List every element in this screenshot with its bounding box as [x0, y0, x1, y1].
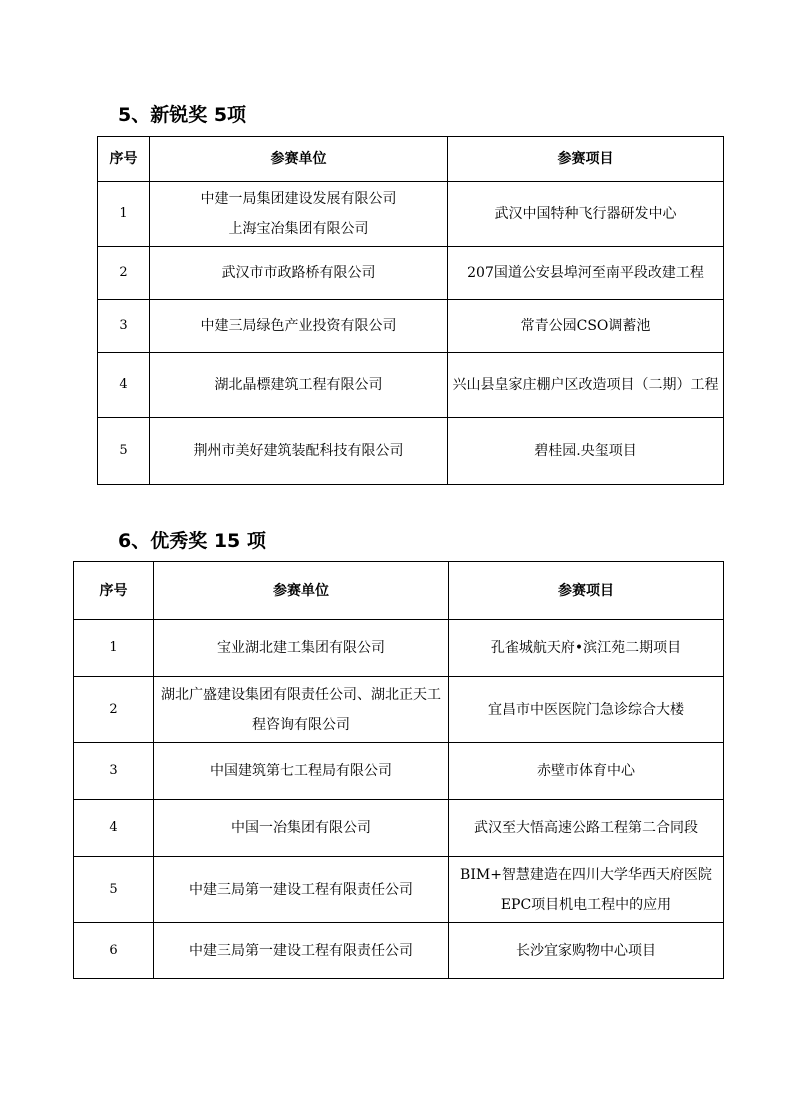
- row-number: 4: [98, 353, 150, 418]
- row-number: 4: [74, 800, 154, 857]
- table-row: [74, 923, 724, 979]
- table-row: [98, 247, 724, 300]
- table-row: [74, 620, 724, 677]
- table-row: [74, 677, 724, 743]
- row-unit: 中建一局集团建设发展有限公司 上海宝冶集团有限公司: [150, 182, 448, 247]
- column-header-unit: 参赛单位: [150, 137, 448, 182]
- row-project: 武汉至大悟高速公路工程第二合同段: [449, 800, 724, 857]
- row-unit: 中建三局第一建设工程有限责任公司: [154, 857, 449, 923]
- column-header-project: 参赛项目: [449, 562, 724, 620]
- row-unit: 中建三局第一建设工程有限责任公司: [154, 923, 449, 979]
- row-project: 207国道公安县埠河至南平段改建工程: [448, 247, 724, 300]
- column-header-no: 序号: [98, 137, 150, 182]
- row-number: 6: [74, 923, 154, 979]
- row-number: 1: [74, 620, 154, 677]
- row-project: 碧桂园.央玺项目: [448, 418, 724, 485]
- table-row: [98, 300, 724, 353]
- row-project: 长沙宜家购物中心项目: [449, 923, 724, 979]
- row-unit: 中国建筑第七工程局有限公司: [154, 743, 449, 800]
- row-unit: 荆州市美好建筑装配科技有限公司: [150, 418, 448, 485]
- row-unit: 武汉市市政路桥有限公司: [150, 247, 448, 300]
- column-header-no: 序号: [74, 562, 154, 620]
- row-number: 5: [74, 857, 154, 923]
- table-row: [74, 800, 724, 857]
- row-unit: 宝业湖北建工集团有限公司: [154, 620, 449, 677]
- row-number: 5: [98, 418, 150, 485]
- section-6-table: [73, 561, 724, 979]
- column-header-unit: 参赛单位: [154, 562, 449, 620]
- section-6-heading: 6、优秀奖 15 项: [118, 530, 266, 552]
- row-project: 赤壁市体育中心: [449, 743, 724, 800]
- row-number: 1: [98, 182, 150, 247]
- row-number: 2: [74, 677, 154, 743]
- row-unit: 中国一冶集团有限公司: [154, 800, 449, 857]
- row-project: 宜昌市中医医院门急诊综合大楼: [449, 677, 724, 743]
- row-project: 常青公园CSO调蓄池: [448, 300, 724, 353]
- row-number: 3: [74, 743, 154, 800]
- table-row: [98, 353, 724, 418]
- row-project: 武汉中国特种飞行器研发中心: [448, 182, 724, 247]
- row-project: 孔雀城航天府•滨江苑二期项目: [449, 620, 724, 677]
- row-unit: 中建三局绿色产业投资有限公司: [150, 300, 448, 353]
- row-project: 兴山县皇家庄棚户区改造项目（二期）工程: [448, 353, 724, 418]
- row-number: 2: [98, 247, 150, 300]
- section-5-table: [97, 136, 724, 485]
- table-row: [74, 857, 724, 923]
- row-unit: 湖北广盛建设集团有限责任公司、湖北正天工程咨询有限公司: [154, 677, 449, 743]
- table-row: [98, 182, 724, 247]
- table-row: [74, 743, 724, 800]
- column-header-project: 参赛项目: [448, 137, 724, 182]
- row-project: BIM+智慧建造在四川大学华西天府医院EPC项目机电工程中的应用: [449, 857, 724, 923]
- row-unit: 湖北晶標建筑工程有限公司: [150, 353, 448, 418]
- section-5-heading: 5、新锐奖 5项: [118, 104, 247, 126]
- table-row: [98, 418, 724, 485]
- row-number: 3: [98, 300, 150, 353]
